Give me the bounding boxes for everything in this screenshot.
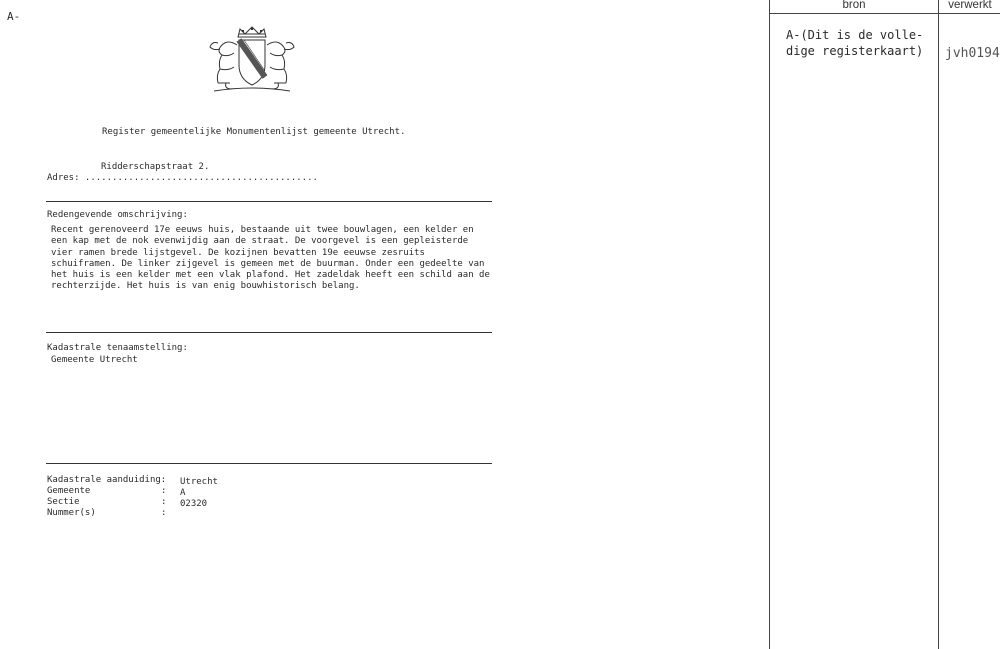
description-line: het huis is een kelder met een vlak plafond. Het zadeldak heeft een schild aan de xyxy=(51,270,490,281)
description-line: schuiframen. De linker zijgevel is gemeen met de buurman. Onder een gedeelte van xyxy=(51,258,485,269)
panel-border xyxy=(769,0,770,649)
verwerkt-code: jvh0194 xyxy=(945,46,1000,61)
panel-column-divider xyxy=(938,0,939,649)
description-line: Recent gerenoveerd 17e eeuws huis, bestaande uit twee bouwlagen, een kelder en xyxy=(51,225,474,235)
bron-note: A-(Dit is de volle- dige registerkaart) xyxy=(786,28,924,58)
coat-of-arms-icon xyxy=(204,25,300,95)
verwerkt-column-header: verwerkt xyxy=(948,0,992,11)
description-line: vier ramen brede lijstgevel. De kozijnen bevatten 19e eeuwse zesruits xyxy=(51,247,425,258)
register-title: Register gemeentelijke Monumentenlijst gemeente Utrecht. xyxy=(102,127,406,137)
cadastral-row-sep: : xyxy=(161,508,167,518)
cadastral-label: Kadastrale aanduiding: xyxy=(47,475,167,485)
description-label: Redengevende omschrijving: xyxy=(47,210,188,220)
cadastral-row-label: Gemeente xyxy=(47,486,91,496)
description-body xyxy=(51,225,490,293)
cadastral-row-value: A xyxy=(180,488,186,498)
cadastral-row-label: Sectie xyxy=(47,497,80,507)
ownership-value: Gemeente Utrecht xyxy=(51,355,138,365)
bron-column-header: bron xyxy=(842,0,866,11)
cadastral-row-label: Nummer(s) xyxy=(47,508,96,518)
address-value: Ridderschapstraat 2. xyxy=(101,162,210,172)
address-label: Adres: ........................................... xyxy=(47,173,318,183)
cadastral-row-value: 02320 xyxy=(180,499,208,509)
panel-header-divider xyxy=(769,13,1000,14)
cadastral-row-sep: : xyxy=(161,486,167,496)
description-line: een kap met de nok evenwijdig aan de straat. De voorgevel is een gepleisterde xyxy=(51,236,469,247)
divider xyxy=(46,463,492,464)
divider xyxy=(46,332,492,333)
corner-mark: A- xyxy=(7,10,21,23)
cadastral-row-sep: : xyxy=(161,497,167,507)
divider xyxy=(46,201,492,202)
cadastral-value: Utrecht xyxy=(180,477,218,487)
ownership-label: Kadastrale tenaamstelling: xyxy=(47,343,188,353)
description-line: rechterzijde. Het huis is van enig bouwhistorisch belang. xyxy=(51,281,360,292)
